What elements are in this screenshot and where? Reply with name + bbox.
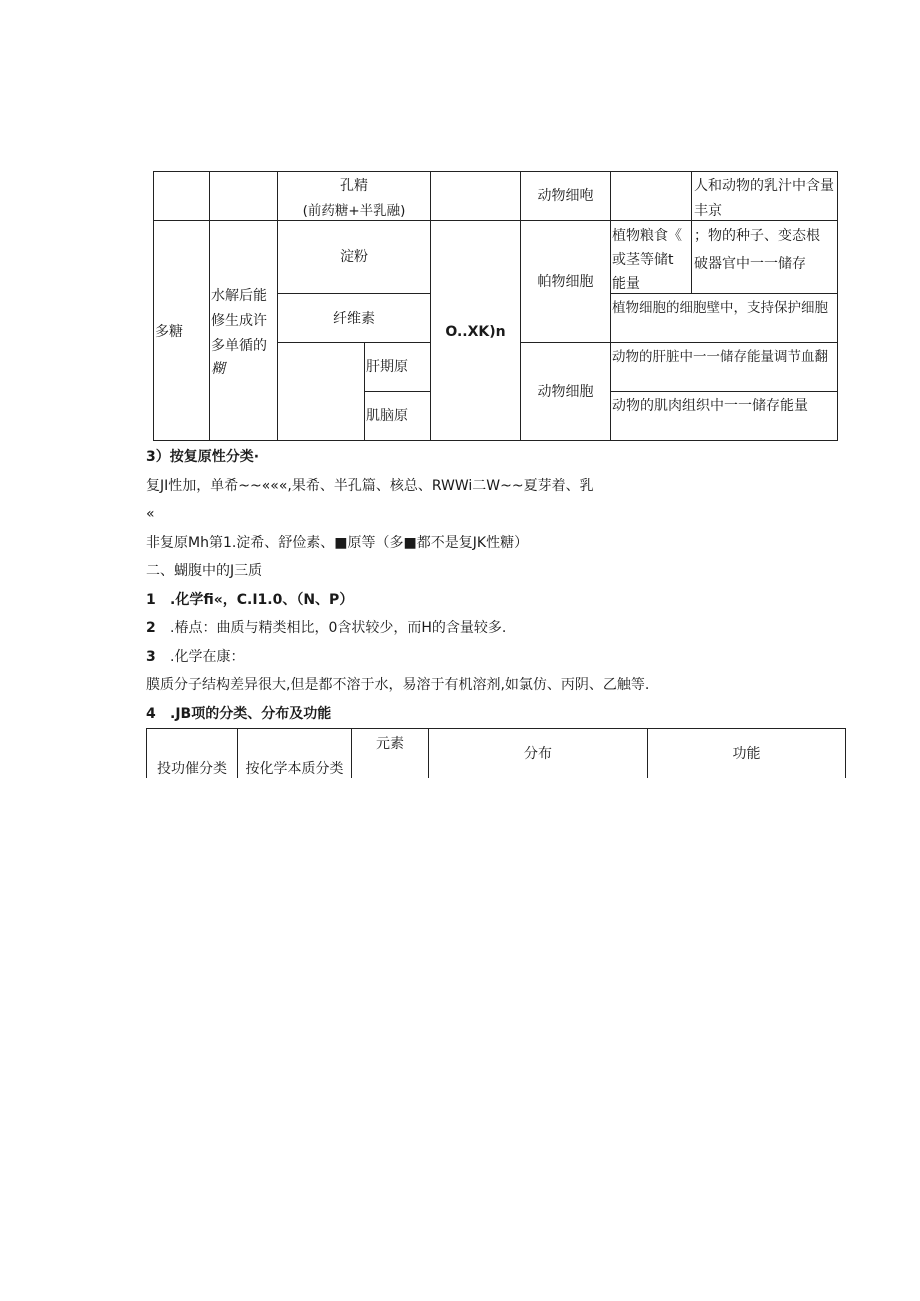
paragraph-non-reducing-sugars: 非复原Mh第1.淀希、舒俭素、■原等（多■都不是复JK性糖） <box>146 535 529 551</box>
lipid-chemical-property-heading: .化学在康： <box>170 649 245 665</box>
header-element: 元素 <box>376 736 404 752</box>
lactose-distribution: 动物细咆 <box>537 188 594 204</box>
list-number-2: 2 <box>146 620 156 636</box>
lactose-function-line1: 人和动物的乳汁中含量 <box>694 178 834 194</box>
starch-function-line1: ；物的种子、变态根 <box>694 228 820 244</box>
cellulose-label: 纤维素 <box>333 311 375 327</box>
muscle-glycogen-label: 肌脑原 <box>366 408 408 424</box>
polysaccharide-desc-line3: 多单循的 <box>211 338 267 354</box>
paragraph-reducing-sugars: 复JI性加，单希~~«««,果希、半孔篇、核总、RWWi二W~~夏芽着、乳 <box>146 478 594 494</box>
polysaccharide-desc-line2: 修生成许 <box>211 313 267 329</box>
lactose-function-line2: 丰京 <box>694 203 722 219</box>
polysaccharide-element: O..XK)n <box>445 324 506 340</box>
polysaccharide-category: 多糖 <box>155 324 183 340</box>
plant-cell-distribution: 帕物细胞 <box>537 274 594 290</box>
lactose-composition: (前药糖+半乳融) <box>302 203 406 219</box>
lipid-classification-heading: .JB项的分类、分布及功能 <box>170 706 332 722</box>
lactose-name: 孔精 <box>340 178 368 194</box>
starch-distribution-line1: 植物粮食《 <box>612 228 682 244</box>
lipid-solubility: 膜质分子结构差异很大,但是都不溶于水，易溶于有机溶剂,如氯仿、丙阴、乙触等. <box>146 677 650 693</box>
header-function: 功能 <box>732 746 761 762</box>
list-number-4: 4 <box>146 706 156 722</box>
starch-label: 淀粉 <box>340 249 368 265</box>
muscle-glycogen-function: 动物的肌肉组织中一一储存能量 <box>612 398 808 414</box>
paragraph-reducing-classification: 3）按复原性分类· <box>146 449 260 465</box>
list-number-3: 3 <box>146 649 156 665</box>
cellulose-function: 植物细胞的细胞壁中，支持保护细胞 <box>612 300 828 316</box>
header-distribution: 分布 <box>524 746 552 762</box>
list-number-1: 1 <box>146 592 156 608</box>
paragraph-continuation: « <box>146 506 155 522</box>
liver-glycogen-label: 肝期原 <box>366 359 408 375</box>
starch-function-line2: 破器官中一一储存 <box>694 256 806 272</box>
starch-distribution-line3: 能量 <box>612 276 640 292</box>
animal-cell-distribution: 动物细胞 <box>537 384 594 400</box>
header-function-classification: 投功催分类 <box>157 761 227 777</box>
section-heading-lipids: 二、蝴腹中的J三质 <box>146 563 263 579</box>
lipid-elements: .化学fi«，C.I1.0、（N、P） <box>170 592 354 608</box>
liver-glycogen-function: 动物的肝脏中一一储存能量调节血翻 <box>612 349 828 365</box>
polysaccharide-desc-line1: 水解后能 <box>211 288 267 304</box>
starch-distribution-line2: 或茎等储t <box>612 252 674 268</box>
header-chemical-classification: 按化学本质分类 <box>245 761 344 777</box>
lipid-features: .椿点：曲质与精类相比，0含状较少，而H的含量较多. <box>170 620 507 636</box>
polysaccharide-desc-line4: 糊 <box>211 361 225 377</box>
